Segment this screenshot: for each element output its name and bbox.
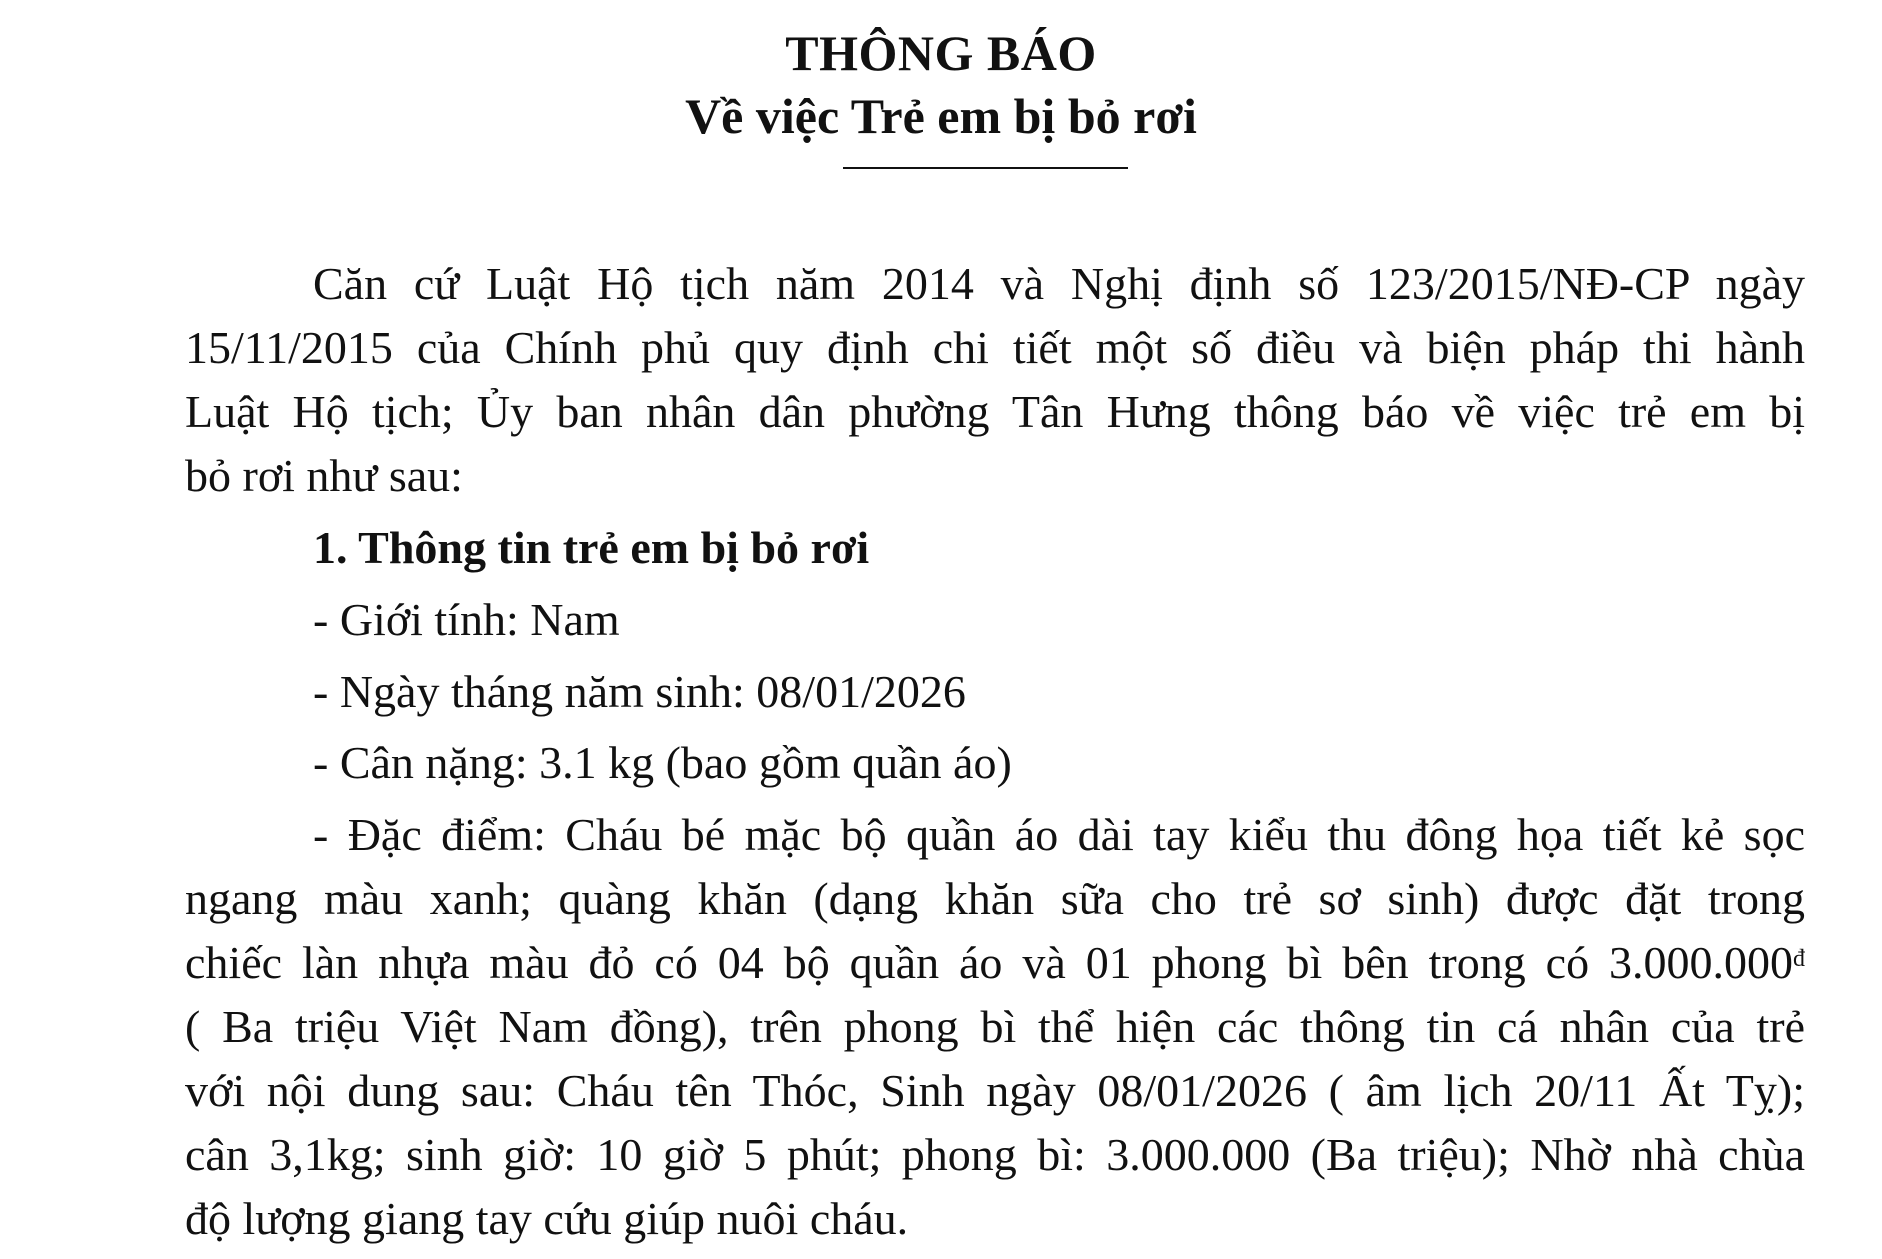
description-line: với nội dung sau: Cháu tên Thóc, Sinh ngày 08/01/2026 ( âm lịch 20/11 Ất Tỵ);	[185, 1065, 1805, 1116]
document-subtitle: Về việc Trẻ em bị bỏ rơi	[685, 88, 1197, 144]
intro-line: Căn cứ Luật Hộ tịch năm 2014 và Nghị định số 123/2015/NĐ-CP ngày	[313, 258, 1805, 309]
description-line: - Đặc điểm: Cháu bé mặc bộ quần áo dài tay kiểu thu đông họa tiết kẻ sọc	[313, 809, 1805, 860]
intro-line: bỏ rơi như sau:	[185, 450, 463, 501]
section-heading: 1. Thông tin trẻ em bị bỏ rơi	[313, 522, 870, 573]
description-line-text: chiếc làn nhựa màu đỏ có 04 bộ quần áo và 01 phong bì bên trong có 3.000.000	[185, 937, 1793, 988]
description-line: cân 3,1kg; sinh giờ: 10 giờ 5 phút; phong bì: 3.000.000 (Ba triệu); Nhờ nhà chùa	[185, 1129, 1805, 1180]
currency-symbol: đ	[1793, 946, 1805, 972]
description-line: ngang màu xanh; quàng khăn (dạng khăn sữa cho trẻ sơ sinh) được đặt trong	[185, 873, 1805, 924]
date-of-birth-item: - Ngày tháng năm sinh: 08/01/2026	[313, 666, 966, 717]
gender-item: - Giới tính: Nam	[313, 594, 620, 645]
description-paragraph	[185, 803, 1805, 1251]
intro-line: 15/11/2015 của Chính phủ quy định chi tiết một số điều và biện pháp thi hành	[185, 322, 1805, 373]
description-line: độ lượng giang tay cứu giúp nuôi cháu.	[185, 1193, 909, 1244]
document-title: THÔNG BÁO	[785, 25, 1097, 81]
description-line: ( Ba triệu Việt Nam đồng), trên phong bì thể hiện các thông tin cá nhân của trẻ	[185, 1001, 1805, 1052]
title-underline	[843, 167, 1128, 169]
description-line-with-amount	[185, 931, 1805, 995]
weight-item: - Cân nặng: 3.1 kg (bao gồm quần áo)	[313, 737, 1012, 788]
intro-paragraph	[185, 252, 1805, 508]
intro-line: Luật Hộ tịch; Ủy ban nhân dân phường Tân Hưng thông báo về việc trẻ em bị	[185, 386, 1805, 437]
